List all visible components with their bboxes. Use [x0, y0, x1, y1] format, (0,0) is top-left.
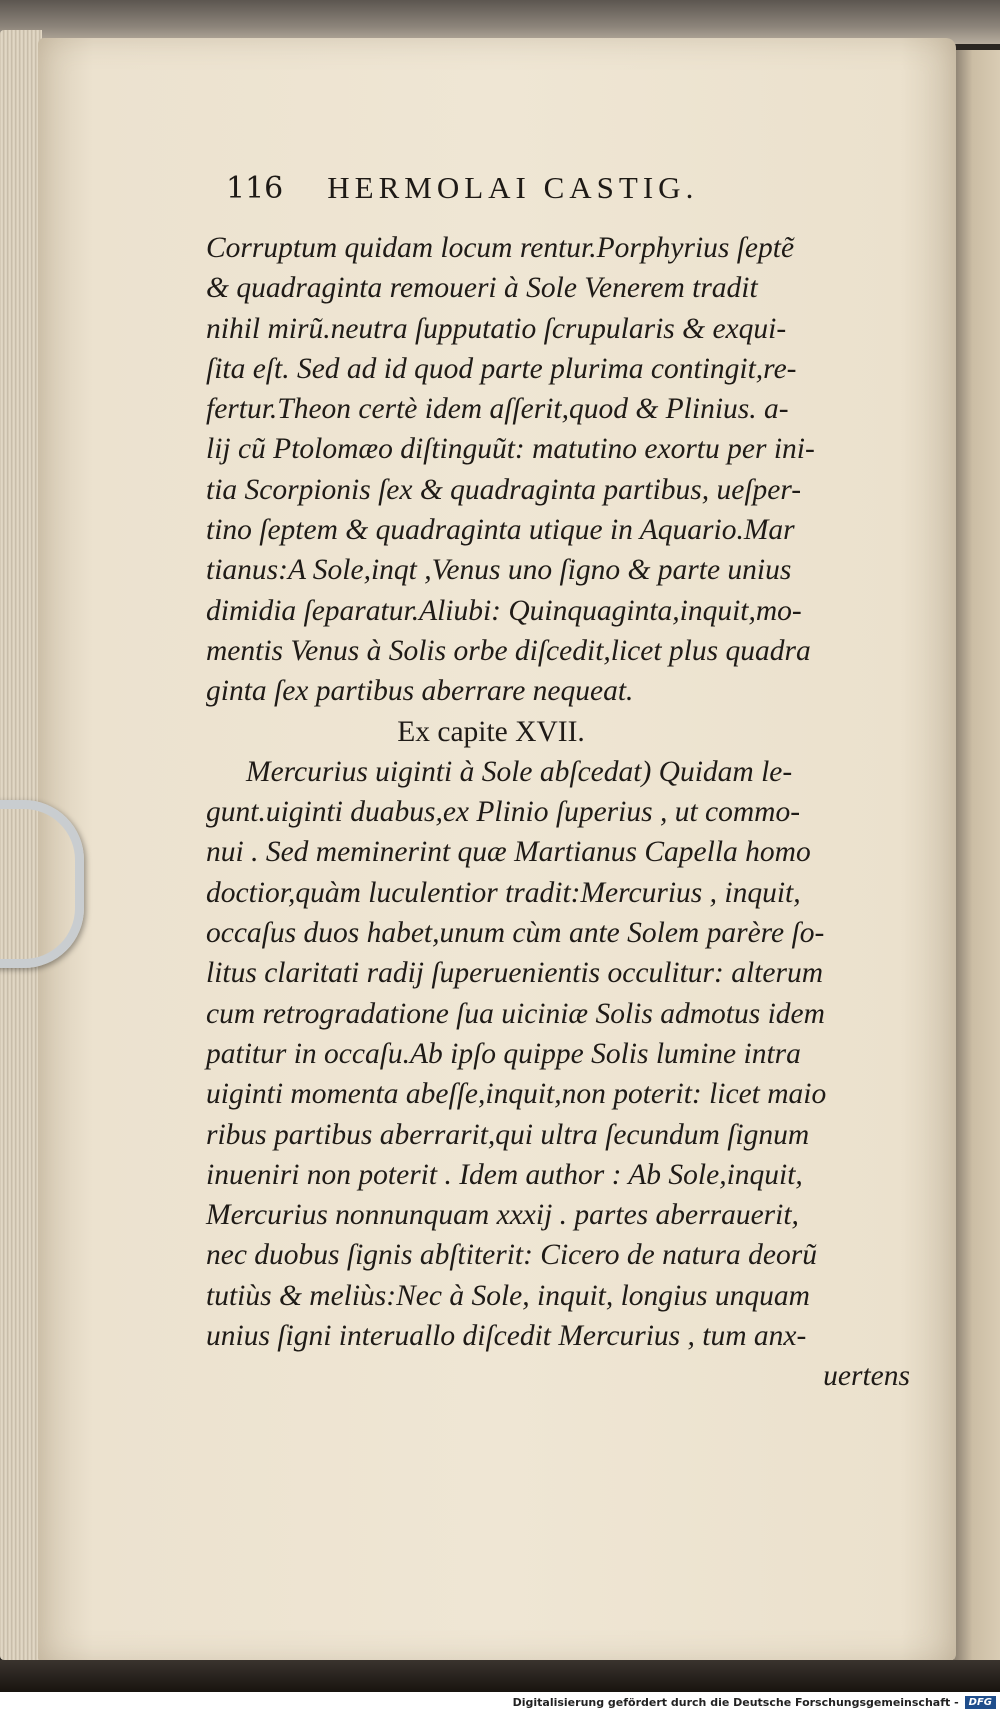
- text-line: fertur.Theon certè idem aſſerit,quod & Plinius. a-: [206, 393, 789, 426]
- page-number: 116: [226, 171, 284, 206]
- text-line: doctior,quàm luculentior tradit:Mercurius , inquit,: [206, 876, 801, 909]
- text-line: litus claritati radij ſuperuenientis occulitur: alterum: [206, 957, 823, 990]
- text-line: lij cũ Ptolomæo diſtinguũt: matutino exortu per ini-: [206, 433, 815, 466]
- text-line: tutiùs & meliùs:Nec à Sole, inquit, longius unquam: [206, 1279, 810, 1312]
- text-line: ribus partibus aberrarit,qui ultra ſecundum ſignum: [206, 1118, 810, 1151]
- page-header: [226, 170, 846, 220]
- text-line: ginta ſex partibus aberrare nequeat.: [206, 675, 634, 708]
- text-line: dimidia ſeparatur.Aliubi: Quinquaginta,inquit,mo-: [206, 594, 802, 627]
- text-line: gunt.uiginti duabus,ex Plinio ſuperius , ut commo-: [206, 796, 801, 829]
- text-line: Corruptum quidam locum rentur.Porphyrius ſeptẽ: [206, 232, 795, 264]
- text-line: tianus:A Sole,inqt ,Venus uno ſigno & parte unius: [206, 554, 792, 587]
- text-line: nec duobus ſignis abſtiterit: Cicero de natura deorũ: [206, 1239, 817, 1272]
- text-line: patitur in occaſu.Ab ipſo quippe Solis lumine intra: [206, 1037, 801, 1070]
- text-line: ſita eſt. Sed ad id quod parte plurima contingit,re-: [206, 352, 797, 385]
- text-line: Mercurius nonnunquam xxxij . partes aberrauerit,: [206, 1199, 799, 1232]
- text-line: unius ſigni interuallo diſcedit Mercurius , tum anx-: [206, 1320, 807, 1353]
- text-line: tino ſeptem & quadraginta utique in Aquario.Mar: [206, 514, 795, 547]
- next-page-edge: [954, 50, 1000, 1660]
- footer-credit: Digitalisierung gefördert durch die Deutsche Forschungsgemeinschaft -: [512, 1695, 959, 1709]
- text-line: nui . Sed meminerint quæ Martianus Capella homo: [206, 836, 811, 869]
- text-line: uiginti momenta abeſſe,inquit,non poterit: licet maio: [206, 1078, 827, 1111]
- text-line: cum retrogradatione ſua uiciniæ Solis admotus idem: [206, 997, 825, 1030]
- dfg-logo: DFG: [965, 1696, 996, 1709]
- page-clip: [0, 800, 84, 968]
- text-line: & quadraginta remoueri à Sole Venerem tradit: [206, 272, 758, 305]
- text-line: tia Scorpionis ſex & quadraginta partibus, ueſper-: [206, 473, 802, 506]
- running-title: HERMOLAI CASTIG.: [327, 170, 699, 205]
- text-line: occaſus duos habet,unum cùm ante Solem parère ſo-: [206, 917, 825, 950]
- text-line: Mercurius uiginti à Sole abſcedat) Quidam le-: [246, 755, 793, 788]
- text-line: mentis Venus à Solis orbe diſcedit,licet plus quadra: [206, 634, 811, 667]
- digitization-footer: [0, 1692, 1000, 1712]
- scan-bottom-border: [0, 1660, 1000, 1692]
- chapter-heading: Ex capite XVII.: [397, 715, 585, 748]
- page-text: [206, 228, 926, 1397]
- catchword: uertens: [823, 1360, 910, 1393]
- text-line: inueniri non poterit . Idem author : Ab Sole,inquit,: [206, 1158, 803, 1191]
- text-line: nihil mirũ.neutra ſupputatio ſcrupularis & exqui-: [206, 312, 787, 345]
